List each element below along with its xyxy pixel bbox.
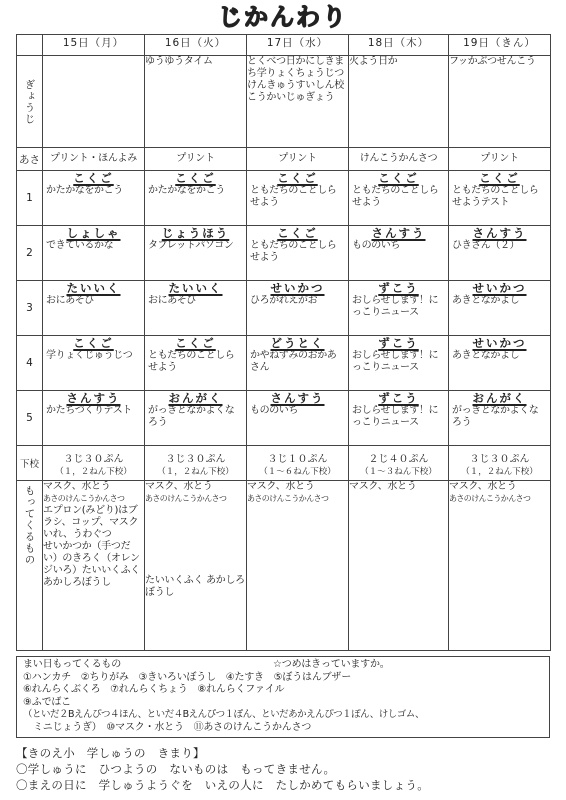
motteku-extra: せいかつか（手つだい）のきろく（オレンジいろ）たいいくふく あかしろぼうし: [43, 541, 140, 588]
row-label-period-3: 3: [17, 281, 43, 336]
period-cell: [43, 391, 145, 446]
asa-cell: けんこうかんさつ: [349, 148, 449, 171]
gekou-cell: [449, 446, 551, 481]
day-header: 17日（水）: [247, 35, 349, 56]
period-cell: [43, 226, 145, 281]
subject-label: こくご: [277, 171, 318, 185]
daily-line: ⑥れんらくぶくろ ⑦れんらくちょう ⑧れんらくファイル: [23, 684, 285, 695]
gyouji-row: [17, 56, 551, 148]
motteku-cell: [43, 481, 145, 651]
rules-section: [16, 745, 556, 793]
motteku-main: マスク、水とう: [145, 481, 213, 492]
period-cell: [449, 281, 551, 336]
asa-cell: プリント・ほんよみ: [43, 148, 145, 171]
daily-heading-row: [23, 659, 543, 672]
gekou-cell: [145, 446, 247, 481]
period-cell: [247, 171, 349, 226]
topic-label: あきとなかよし: [452, 350, 520, 361]
row-label-motteku: もってくるもの: [17, 481, 43, 651]
topic-label: もののいち: [352, 240, 400, 251]
subject-label: さんすう: [270, 391, 325, 405]
row-label-gekou: 下校: [17, 446, 43, 481]
period-cell: [247, 336, 349, 391]
subject-label: こくご: [73, 336, 114, 350]
gyouji-cell: 火よう日か: [349, 56, 449, 148]
topic-label: おにあそび: [148, 295, 196, 306]
motteku-note: あさのけんこうかんさつ: [43, 494, 125, 503]
period-cell: [449, 336, 551, 391]
day-header: 16日（火）: [145, 35, 247, 56]
period-cell: [43, 281, 145, 336]
day-header: 15日（月）: [43, 35, 145, 56]
gekou-cell: [247, 446, 349, 481]
gyouji-cell: ゆうゆうタイム: [145, 56, 247, 148]
period-cell: [349, 336, 449, 391]
topic-label: 学りょくじゅうじつ: [46, 350, 133, 361]
subject-label: さんすう: [371, 226, 426, 240]
subject-label: せいかつ: [472, 336, 527, 350]
daily-line: ⑨ふでばこ: [23, 696, 71, 708]
gyouji-cell: [43, 56, 145, 148]
motteku-extra: エプロン(みどり)はブラシ、コップ、マスクいれ、うわぐつ: [43, 505, 139, 540]
topic-label: ともだちのことしらせようテスト: [452, 185, 539, 208]
subject-label: どうとく: [270, 336, 325, 350]
motteku-note: あさのけんこうかんさつ: [449, 494, 531, 503]
subject-label: こくご: [73, 171, 114, 185]
rules-heading: 【きのえ小 学しゅうの きまり】: [16, 746, 205, 760]
period-cell: [247, 391, 349, 446]
topic-label: ともだちのことしらせよう: [148, 350, 235, 373]
motteku-main: マスク、水とう: [449, 481, 517, 492]
period-row-4: [17, 336, 551, 391]
subject-label: せいかつ: [472, 281, 527, 295]
period-cell: [145, 281, 247, 336]
gekou-note: （１，２ねん下校）: [55, 466, 132, 477]
daily-line: （といだ２Bえんぴつ４ほん、といだ４Bえんぴつ１ぽん、といだあかえんぴつ１ぽん、けしゴム、: [23, 709, 425, 720]
motteku-extra: たいいくふく あかしろぼうし: [145, 575, 245, 598]
topic-label: がっきとなかよくなろう: [148, 405, 235, 428]
motteku-main: マスク、水とう: [43, 481, 111, 492]
rule-item: 〇学しゅうに ひつようの ないものは もってきません。: [16, 762, 336, 776]
row-label-asa: あさ: [17, 148, 43, 171]
gekou-note: （１，２ねん下校）: [157, 466, 234, 477]
gekou-cell: [43, 446, 145, 481]
gekou-time: ３じ３０ぷん: [63, 453, 124, 465]
topic-label: ともだちのことしらせよう: [250, 185, 337, 208]
daily-line: ①ハンカチ ②ちりがみ ③きいろいぼうし ④たすき ⑤ぼうはんブザー: [23, 671, 352, 683]
motteku-main: マスク、水とう: [247, 481, 315, 492]
day-header-row: [17, 35, 551, 56]
subject-label: たいいく: [66, 281, 121, 295]
gyouji-cell: フッかぶつせんこう: [449, 56, 551, 148]
period-cell: [449, 391, 551, 446]
period-cell: [247, 281, 349, 336]
topic-label: がっきとなかよくなろう: [452, 405, 539, 428]
period-cell: [449, 226, 551, 281]
row-label-gyouji: ぎょうじ: [17, 56, 43, 148]
page-title: じかんわり: [218, 3, 348, 31]
period-cell: [43, 171, 145, 226]
subject-label: こくご: [378, 171, 419, 185]
gekou-time: ３じ３０ぷん: [469, 453, 530, 465]
gyouji-cell: とくべつ日かにしきまち学りょくちょうじつけんきゅうすいしん校こうかいじゅぎょう: [247, 56, 349, 148]
topic-label: おしらせします！にっこりニュース: [352, 405, 439, 428]
motteku-cell: [247, 481, 349, 651]
subject-label: ずこう: [378, 391, 419, 405]
subject-label: ずこう: [378, 336, 419, 350]
day-header: 18日（木）: [349, 35, 449, 56]
subject-label: こくご: [175, 336, 216, 350]
motteku-note: あさのけんこうかんさつ: [247, 494, 329, 503]
topic-label: かたかなをかこう: [46, 185, 123, 196]
row-label-period-5: 5: [17, 391, 43, 446]
period-cell: [43, 336, 145, 391]
row-label-period-2: 2: [17, 226, 43, 281]
asa-cell: プリント: [449, 148, 551, 171]
gekou-time: ３じ１０ぷん: [267, 453, 328, 465]
subject-label: さんすう: [472, 226, 527, 240]
daily-heading: まい日もってくるもの: [23, 659, 121, 670]
gekou-cell: [349, 446, 449, 481]
period-row-2: [17, 226, 551, 281]
period-cell: [349, 281, 449, 336]
topic-label: あきとなかよし: [452, 295, 520, 306]
subject-label: こくご: [277, 226, 318, 240]
gekou-note: （１～３ねん下校）: [360, 466, 437, 477]
asa-cell: プリント: [247, 148, 349, 171]
motteku-cell: [449, 481, 551, 651]
asa-cell: プリント: [145, 148, 247, 171]
topic-label: ともだちのことしらせよう: [352, 185, 439, 208]
topic-label: おにあそび: [46, 295, 94, 306]
period-cell: [247, 226, 349, 281]
daily-line: ミニじょうぎ） ⑩マスク・水とう ⑪あさのけんこうかんさつ: [33, 721, 312, 733]
period-cell: [349, 171, 449, 226]
topic-label: できているかな: [46, 240, 114, 251]
period-cell: [145, 391, 247, 446]
subject-label: さんすう: [66, 391, 121, 405]
corner-cell: [17, 35, 43, 56]
asa-row: [17, 148, 551, 171]
row-label-period-4: 4: [17, 336, 43, 391]
period-cell: [349, 391, 449, 446]
period-row-5: [17, 391, 551, 446]
subject-label: こくご: [479, 171, 520, 185]
motteku-cell: [349, 481, 449, 651]
topic-label: かやねずみのおかあさん: [250, 350, 337, 373]
motteku-note: あさのけんこうかんさつ: [145, 494, 227, 503]
timetable: [16, 34, 551, 651]
subject-label: しょしゃ: [66, 226, 121, 240]
subject-label: ずこう: [378, 281, 419, 295]
topic-label: ひきざん（２）: [452, 240, 520, 251]
period-cell: [145, 336, 247, 391]
daily-items-box: [16, 656, 550, 738]
subject-label: たいいく: [168, 281, 223, 295]
period-cell: [145, 171, 247, 226]
topic-label: ひろがれえがお: [250, 295, 318, 306]
period-cell: [145, 226, 247, 281]
motteku-cell: [145, 481, 247, 651]
subject-label: おんがく: [168, 391, 223, 405]
topic-label: おしらせします！にっこりニュース: [352, 295, 439, 318]
topic-label: タブレットパソコン: [148, 240, 234, 251]
topic-label: かたちづくりテスト: [46, 405, 132, 416]
topic-label: もののいち: [250, 405, 298, 416]
gekou-row: [17, 446, 551, 481]
gekou-note: （１～６ねん下校）: [259, 466, 336, 477]
motteku-row: [17, 481, 551, 651]
title-area: [0, 0, 566, 34]
gekou-time: ３じ３０ぷん: [165, 453, 226, 465]
row-label-period-1: 1: [17, 171, 43, 226]
gekou-time: ２じ４０ぷん: [368, 453, 429, 465]
nail-note: ☆つめはきっていますか。: [273, 659, 390, 670]
period-cell: [349, 226, 449, 281]
topic-label: おしらせします！にっこりニュース: [352, 350, 439, 373]
subject-label: こくご: [175, 171, 216, 185]
topic-label: ともだちのことしらせよう: [250, 240, 337, 263]
motteku-main: マスク、水とう: [349, 481, 417, 492]
topic-label: かたかなをかこう: [148, 185, 225, 196]
period-cell: [449, 171, 551, 226]
period-row-3: [17, 281, 551, 336]
period-row-1: [17, 171, 551, 226]
rule-item: 〇まえの日に 学しゅうようぐを いえの人に たしかめてもらいましょう。: [16, 778, 429, 792]
subject-label: おんがく: [472, 391, 527, 405]
subject-label: じょうほう: [161, 226, 230, 240]
day-header: 19日（きん）: [449, 35, 551, 56]
subject-label: せいかつ: [270, 281, 325, 295]
gekou-note: （１，２ねん下校）: [461, 466, 538, 477]
